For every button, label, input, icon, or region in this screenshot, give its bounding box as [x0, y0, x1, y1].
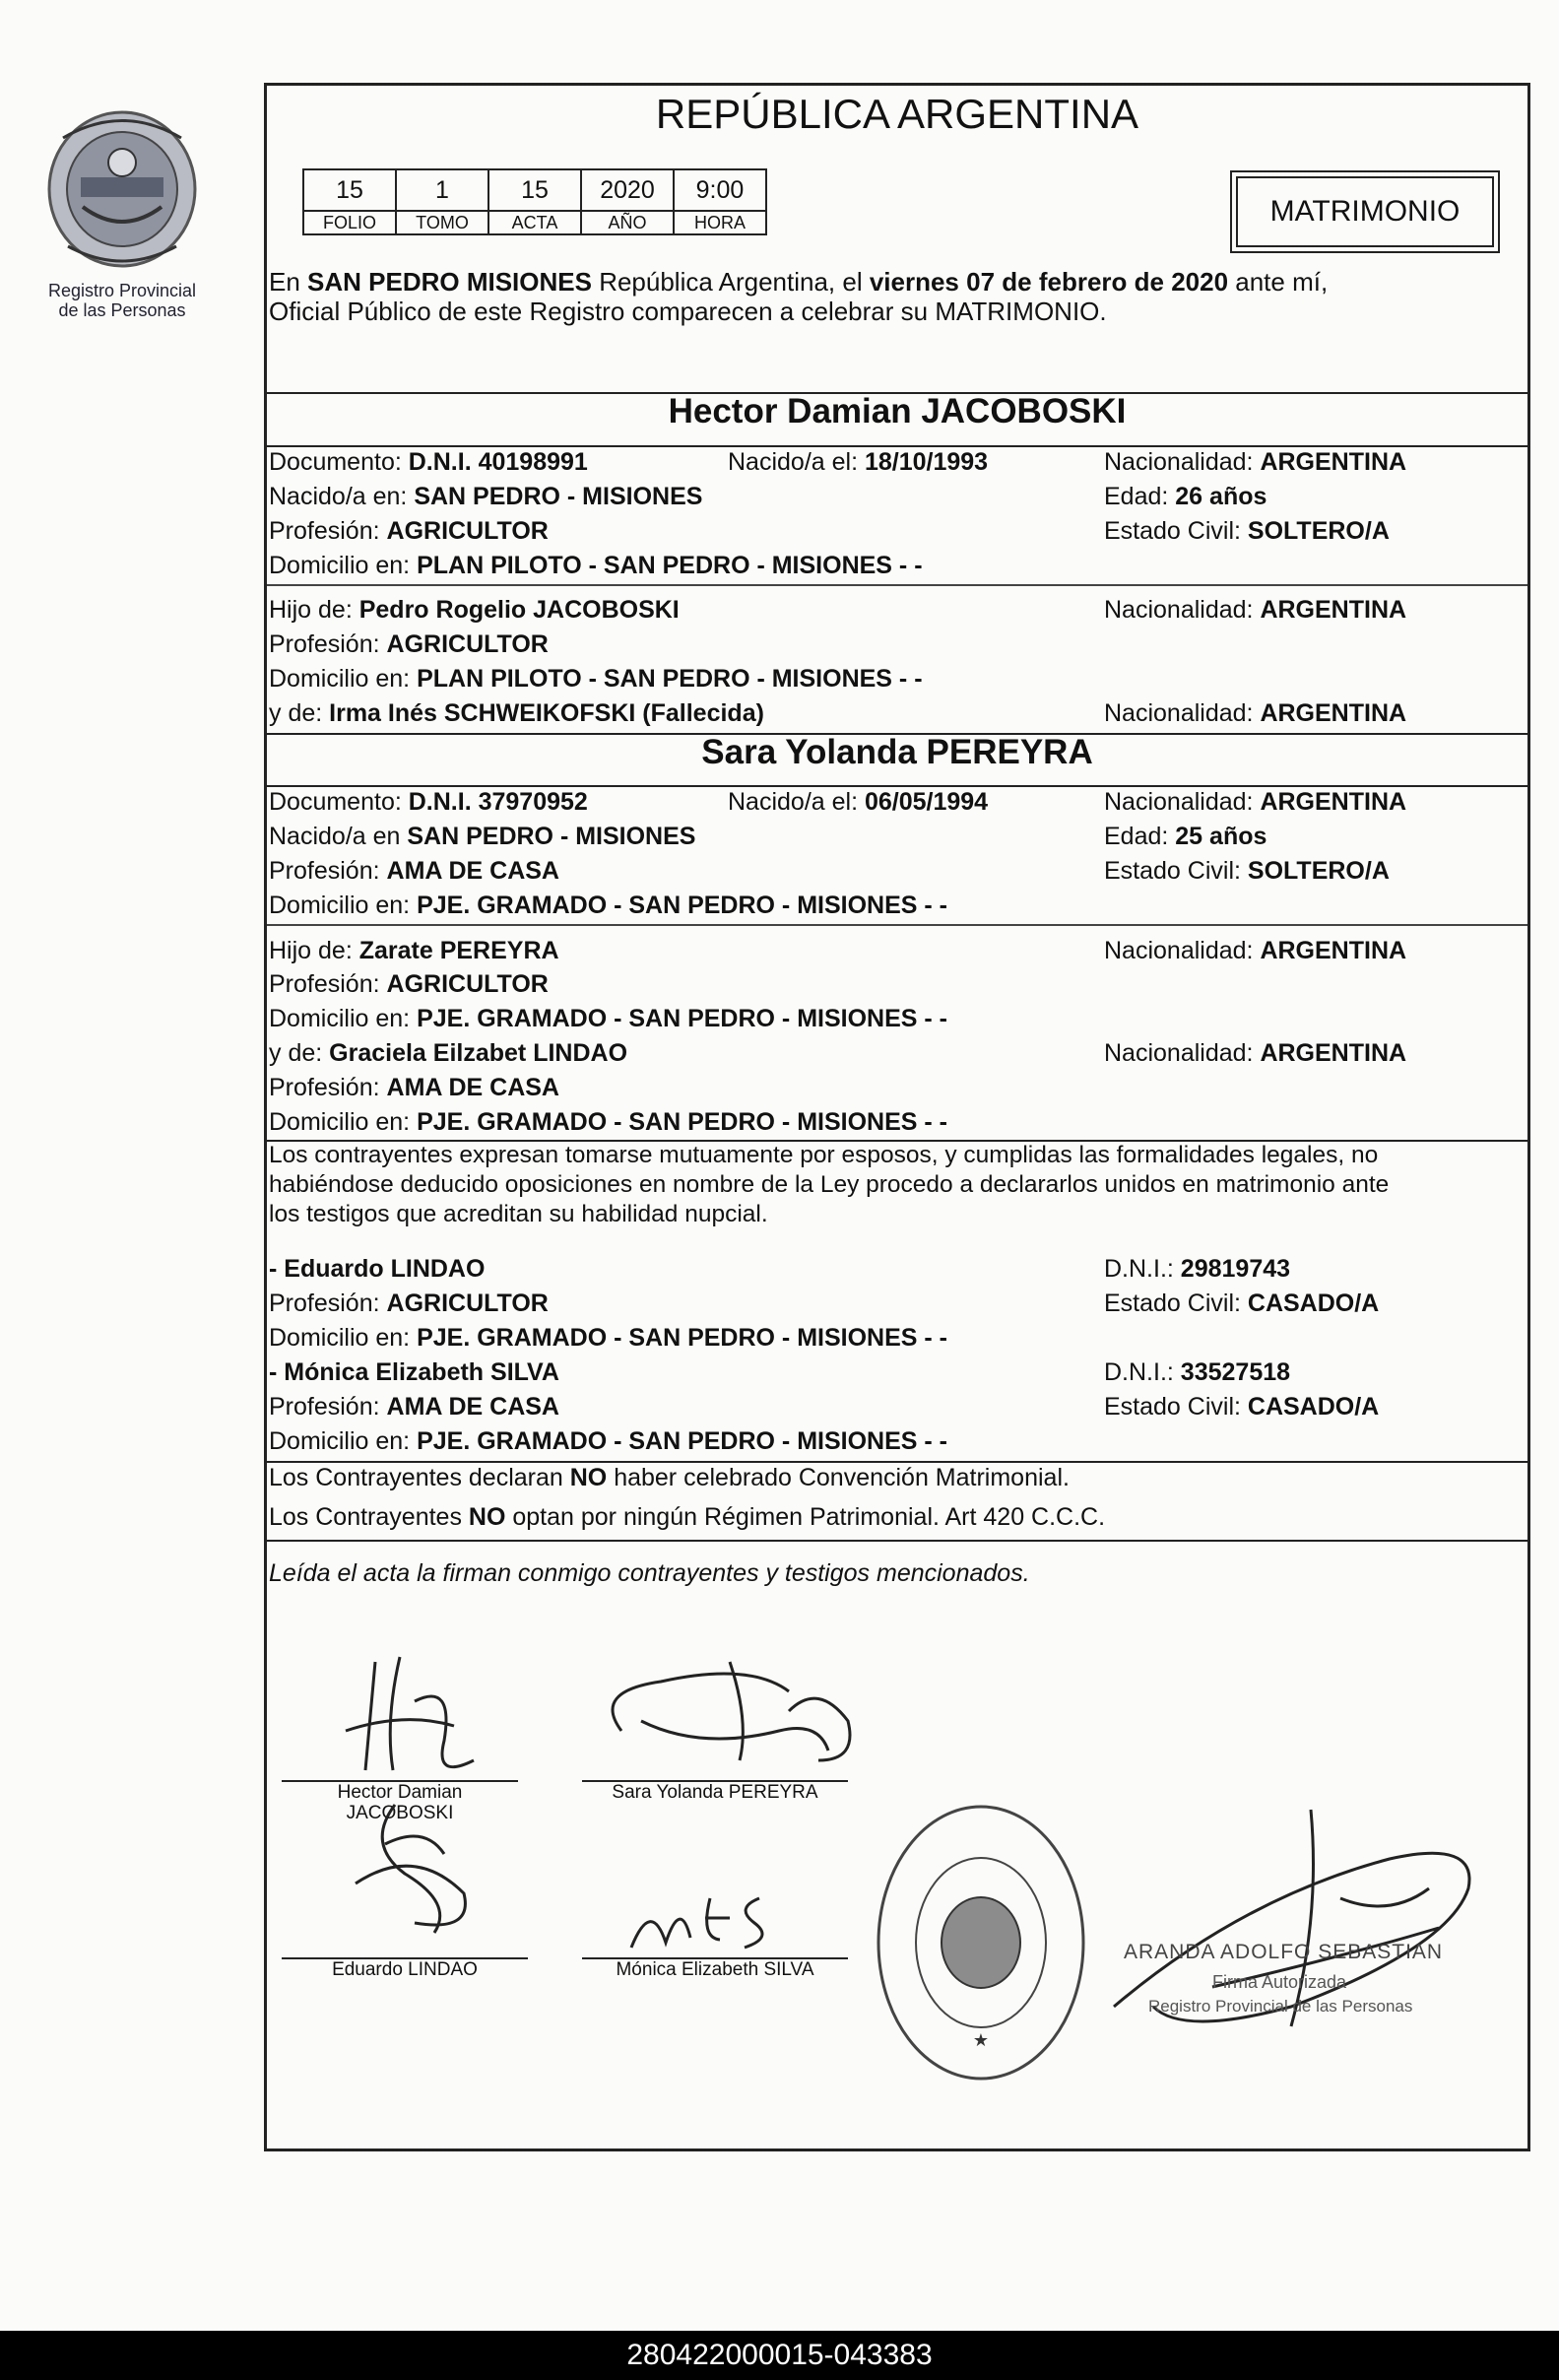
convention-line-2: Los Contrayentes NO optan por ningún Régimen Patrimonial. Art 420 C.C.C.	[269, 1503, 1106, 1531]
hour-value: 9:00	[674, 169, 766, 211]
bride-name: Sara Yolanda PEREYRA	[701, 733, 1093, 771]
year-value: 2020	[581, 169, 674, 211]
groom-document: Documento: D.N.I. 40198991	[269, 448, 588, 476]
groom-nationality: Nacionalidad: ARGENTINA	[1104, 448, 1407, 476]
folio-table	[302, 168, 767, 235]
registry-logo	[24, 108, 221, 320]
bride-birthdate: Nacido/a el: 06/05/1994	[728, 788, 989, 816]
groom-birthdate: Nacido/a el: 18/10/1993	[728, 448, 989, 476]
year-label: AÑO	[581, 211, 674, 234]
groom-profession: Profesión: AGRICULTOR	[269, 517, 549, 545]
declaration-line-1: Los contrayentes expresan tomarse mutuamente por esposos, y cumplidas las formalidades legales, no	[269, 1142, 1379, 1168]
logo-caption-line1: Registro Provincial	[47, 281, 197, 300]
document-code: 280422000015-043383	[626, 2339, 933, 2371]
tomo-label: TOMO	[396, 211, 488, 234]
groom-age: Edad: 26 años	[1104, 483, 1267, 510]
declaration-line-3: los testigos que acreditan su habilidad nupcial.	[269, 1201, 768, 1227]
bride-birthplace: Nacido/a en SAN PEDRO - MISIONES	[269, 823, 696, 850]
bride-age: Edad: 25 años	[1104, 823, 1267, 850]
witness1-address: Domicilio en: PJE. GRAMADO - SAN PEDRO - MISIONES - -	[269, 1324, 947, 1352]
witness2-address: Domicilio en: PJE. GRAMADO - SAN PEDRO - MISIONES - -	[269, 1427, 947, 1455]
witness1-dni: D.N.I.: 29819743	[1104, 1255, 1291, 1283]
folio-label: FOLIO	[303, 211, 396, 234]
document-code-bar	[0, 2331, 1559, 2380]
convention-line-1: Los Contrayentes declaran NO haber celebrado Convención Matrimonial.	[269, 1464, 1070, 1491]
intro-line-1: En SAN PEDRO MISIONES República Argentina, el viernes 07 de febrero de 2020 ante mí,	[269, 267, 1329, 297]
witness2-dni: D.N.I.: 33527518	[1104, 1358, 1291, 1386]
divider	[267, 1540, 1527, 1542]
tomo-value: 1	[396, 169, 488, 211]
groom-name: Hector Damian JACOBOSKI	[668, 392, 1127, 430]
intro-line-2: Oficial Público de este Registro comparecen a celebrar su MATRIMONIO.	[269, 297, 1107, 326]
witness1-signature-caption: Eduardo LINDAO	[332, 1959, 478, 1980]
bride-signature	[582, 1622, 868, 1780]
groom-signature-caption-2: JACOBOSKI	[346, 1803, 454, 1823]
groom-father-address: Domicilio en: PLAN PILOTO - SAN PEDRO - MISIONES - -	[269, 665, 923, 693]
groom-mother: y de: Irma Inés SCHWEIKOFSKI (Fallecida)	[269, 699, 764, 727]
document-type-box: MATRIMONIO	[1230, 170, 1500, 253]
official-role: Firma Autorizada	[1212, 1972, 1347, 1992]
divider	[267, 584, 1527, 586]
coat-of-arms-icon	[24, 108, 221, 276]
witness1-name: - Eduardo LINDAO	[269, 1255, 486, 1283]
bride-nationality: Nacionalidad: ARGENTINA	[1104, 788, 1407, 816]
groom-civil-status: Estado Civil: SOLTERO/A	[1104, 517, 1390, 545]
official-name: ARANDA ADOLFO SEBASTIAN	[1124, 1941, 1444, 1963]
groom-father-profession: Profesión: AGRICULTOR	[269, 630, 549, 658]
groom-father-nationality: Nacionalidad: ARGENTINA	[1104, 596, 1407, 624]
bride-civil-status: Estado Civil: SOLTERO/A	[1104, 857, 1390, 885]
bride-father: Hijo de: Zarate PEREYRA	[269, 937, 559, 964]
official-signature	[1094, 1780, 1508, 2066]
witness1-profession: Profesión: AGRICULTOR	[269, 1289, 549, 1317]
bride-father-nationality: Nacionalidad: ARGENTINA	[1104, 937, 1407, 964]
folio-value: 15	[303, 169, 396, 211]
closing-statement: Leída el acta la firman conmigo contrayentes y testigos mencionados.	[269, 1559, 1030, 1587]
svg-text:★: ★	[972, 2030, 990, 2050]
divider	[267, 924, 1527, 926]
witness2-civil-status: Estado Civil: CASADO/A	[1104, 1393, 1380, 1421]
bride-mother: y de: Graciela Eilzabet LINDAO	[269, 1039, 628, 1067]
marriage-certificate	[264, 83, 1530, 2151]
page-title: REPÚBLICA ARGENTINA	[655, 91, 1139, 137]
groom-mother-nationality: Nacionalidad: ARGENTINA	[1104, 699, 1407, 727]
groom-birthplace: Nacido/a en: SAN PEDRO - MISIONES	[269, 483, 703, 510]
bride-father-address: Domicilio en: PJE. GRAMADO - SAN PEDRO - MISIONES - -	[269, 1005, 947, 1032]
bride-signature-caption: Sara Yolanda PEREYRA	[612, 1782, 818, 1803]
witness2-name: - Mónica Elizabeth SILVA	[269, 1358, 559, 1386]
witness1-civil-status: Estado Civil: CASADO/A	[1104, 1289, 1380, 1317]
declaration-line-2: habiéndose deducido oposiciones en nombre de la Ley procedo a declararlos unidos en matrimonio ante	[269, 1171, 1390, 1198]
acta-label: ACTA	[488, 211, 581, 234]
witness2-signature	[612, 1879, 789, 1957]
logo-caption-line2: de las Personas	[58, 300, 186, 320]
bride-mother-address: Domicilio en: PJE. GRAMADO - SAN PEDRO - MISIONES - -	[269, 1108, 947, 1136]
official-organization: Registro Provincial de las Personas	[1148, 1997, 1413, 2016]
bride-mother-profession: Profesión: AMA DE CASA	[269, 1074, 559, 1101]
bride-address: Domicilio en: PJE. GRAMADO - SAN PEDRO - MISIONES - -	[269, 892, 947, 919]
acta-value: 15	[488, 169, 581, 211]
witness2-profession: Profesión: AMA DE CASA	[269, 1393, 559, 1421]
hour-label: HORA	[674, 211, 766, 234]
groom-father: Hijo de: Pedro Rogelio JACOBOSKI	[269, 596, 680, 624]
bride-father-profession: Profesión: AGRICULTOR	[269, 970, 549, 998]
groom-signature-caption-1: Hector Damian	[337, 1782, 463, 1803]
official-seal	[873, 1800, 1089, 2085]
bride-mother-nationality: Nacionalidad: ARGENTINA	[1104, 1039, 1407, 1067]
witness1-signature	[326, 1785, 493, 1957]
witness2-signature-caption: Mónica Elizabeth SILVA	[616, 1959, 814, 1980]
bride-document: Documento: D.N.I. 37970952	[269, 788, 588, 816]
groom-address: Domicilio en: PLAN PILOTO - SAN PEDRO - MISIONES - -	[269, 552, 923, 579]
bride-profession: Profesión: AMA DE CASA	[269, 857, 559, 885]
groom-signature	[306, 1642, 503, 1800]
